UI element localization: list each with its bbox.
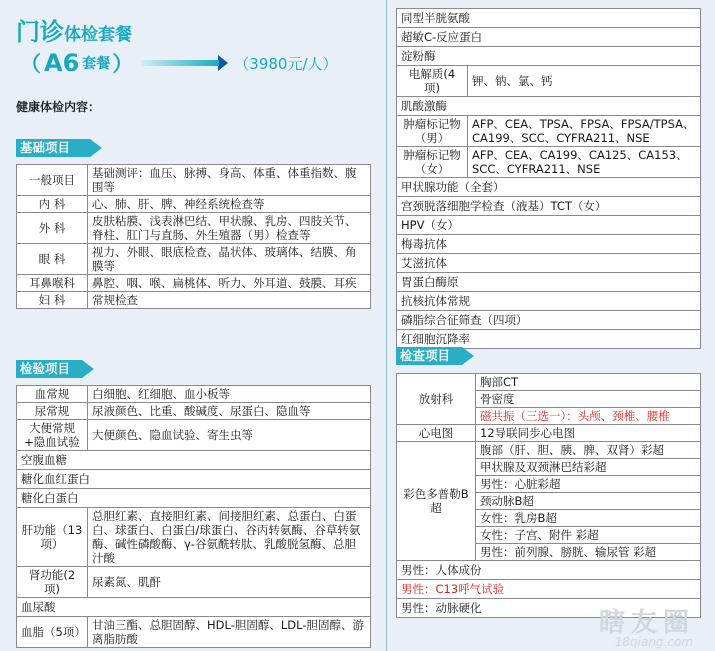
section-lab-label: 检验项目	[20, 361, 71, 376]
table-row	[397, 273, 701, 292]
ultrasound-item: 女性：子宫、附件 彩超	[476, 527, 701, 544]
arrow-bar	[141, 60, 219, 66]
table-row	[397, 561, 701, 580]
row-label: 梅毒抗体	[397, 235, 701, 254]
row-key: 内 科	[17, 196, 88, 213]
table-row	[17, 275, 371, 292]
row-value: 钾、钠、氯、钙	[468, 66, 701, 97]
paren-close: ）	[112, 52, 134, 76]
row-key: 血脂（5项）	[17, 617, 88, 648]
column-divider	[386, 0, 387, 651]
table-row	[397, 292, 701, 311]
row-label: 磷脂综合征筛查（四项）	[397, 311, 701, 330]
row-value: 鼻腔、咽、喉、扁桃体、听力、外耳道、鼓膜、耳疾	[88, 275, 371, 292]
section-exam	[396, 347, 462, 365]
row-label: 空腹血糖	[17, 451, 371, 470]
section-basic	[16, 139, 90, 157]
row-label: 同型半胱氨酸	[397, 9, 701, 28]
row-key: 肝功能（13项）	[17, 508, 88, 567]
section-basic-label: 基础项目	[20, 140, 71, 155]
row-key: 尿常规	[17, 403, 88, 420]
exam-table	[396, 373, 701, 618]
ultrasound-item: 腹部（肝、胆、胰、脾、双肾）彩超	[476, 442, 701, 459]
row-key: 肾功能(2项)	[17, 567, 88, 598]
section-lab	[16, 360, 82, 378]
content-label: 健康体检内容：	[16, 100, 101, 114]
table-row	[397, 374, 701, 391]
table-row	[397, 9, 701, 28]
title-main: 门诊	[16, 18, 64, 46]
radiology-item: 磁共振（三选一）：头颅、颈椎、腰椎	[476, 408, 701, 425]
ultrasound-item: 男性：前列腺、膀胱、输尿管 彩超	[476, 544, 701, 561]
row-key: 耳鼻喉科	[17, 275, 88, 292]
table-row	[397, 235, 701, 254]
row-label: 胃蛋白酶原	[397, 273, 701, 292]
ultrasound-item: 颈动脉B超	[476, 493, 701, 510]
section-exam-label: 检查项目	[400, 348, 451, 363]
ultrasound-item: 女性：乳房B超	[476, 510, 701, 527]
table-row	[397, 66, 701, 97]
right-lab-table	[396, 8, 701, 349]
row-value: 甘油三酯、总胆固醇、HDL-胆固醇、LDL-胆固醇、游离脂肪酸	[88, 617, 371, 648]
exam-full-row: 男性：C13呼气试验	[397, 580, 701, 599]
table-row	[17, 244, 371, 275]
table-row	[397, 254, 701, 273]
title-small: 体检套餐	[64, 25, 132, 45]
row-label: 糖化白蛋白	[17, 489, 371, 508]
row-value: 心、肺、肝、脾、神经系统检查等	[88, 196, 371, 213]
row-value: 常规检查	[88, 292, 371, 309]
ecg-label: 心电图	[397, 425, 476, 442]
row-label: 淀粉酶	[397, 47, 701, 66]
table-row	[17, 598, 371, 617]
row-value: 尿液颜色、比重、酸碱度、尿蛋白、隐血等	[88, 403, 371, 420]
row-label: 宫颈脱落细胞学检查（液基）TCT（女）	[397, 197, 701, 216]
package-line	[20, 48, 338, 78]
row-key: 肿瘤标记物（女）	[397, 147, 468, 178]
row-key: 眼 科	[17, 244, 88, 275]
table-row	[397, 442, 701, 459]
row-label: 抗核抗体常规	[397, 292, 701, 311]
row-key: 外 科	[17, 213, 88, 244]
row-value: 尿素氮、肌酐	[88, 567, 371, 598]
exam-full-row: 男性：人体成份	[397, 561, 701, 580]
ultrasound-item: 男性：心脏彩超	[476, 476, 701, 493]
table-row	[17, 196, 371, 213]
table-row	[17, 470, 371, 489]
table-row	[17, 213, 371, 244]
radiology-item: 骨密度	[476, 391, 701, 408]
ultrasound-label: 彩色多普勒B超	[397, 442, 476, 561]
table-row	[17, 292, 371, 309]
table-row	[17, 508, 371, 567]
row-label: 肌酸激酶	[397, 97, 701, 116]
row-label: 糖化血红蛋白	[17, 470, 371, 489]
row-value: 基础测评：血压、脉搏、身高、体重、体重指数、腹围等	[88, 165, 371, 196]
package-code: A6	[44, 49, 80, 77]
row-key: 妇 科	[17, 292, 88, 309]
row-label: 血尿酸	[17, 598, 371, 617]
row-label: 红细胞沉降率	[397, 330, 701, 349]
lab-table	[16, 385, 371, 648]
table-row	[17, 403, 371, 420]
table-row	[17, 451, 371, 470]
table-row	[17, 386, 371, 403]
row-value: 总胆红素、直接胆红素、间接胆红素、总蛋白、白蛋白、球蛋白、白蛋白/球蛋白、谷丙转氨酶、谷草转氨酶、碱性磷酸酶、γ-谷氨酰转肽、乳酸脱氢酶、总胆汁酸	[88, 508, 371, 567]
watermark-text: 瞎友圈	[598, 608, 695, 638]
table-row	[17, 489, 371, 508]
row-value: 大便颜色、隐血试验、寄生虫等	[88, 420, 371, 451]
ultrasound-item: 甲状腺及双颈淋巴结彩超	[476, 459, 701, 476]
table-row	[397, 97, 701, 116]
table-row	[17, 165, 371, 196]
row-value: 皮肤粘膜、浅表淋巴结、甲状腺、乳房、四肢关节、脊柱、肛门与直肠、外生殖器（男）检查等	[88, 213, 371, 244]
package-price: （3980元/人）	[234, 54, 338, 73]
row-label: 甲状腺功能（全套）	[397, 178, 701, 197]
row-value: AFP、CEA、TPSA、FPSA、FPSA/TPSA、CA199、SCC、CYFRA211、NSE	[468, 116, 701, 147]
watermark-url: 18qiang.com	[614, 635, 693, 649]
row-key: 肿瘤标记物（男）	[397, 116, 468, 147]
table-row	[17, 420, 371, 451]
table-row	[397, 197, 701, 216]
exam-full-row: 男性：动脉硬化	[397, 599, 701, 618]
page-title	[16, 12, 132, 47]
paren-open: （	[20, 52, 41, 76]
table-row	[17, 617, 371, 648]
row-label: 超敏C-反应蛋白	[397, 28, 701, 47]
row-key: 电解质(4项)	[397, 66, 468, 97]
table-row	[397, 580, 701, 599]
radiology-item: 胸部CT	[476, 374, 701, 391]
row-value: AFP、CEA、CA199、CA125、CA153、SCC、CYFRA211、NSE	[468, 147, 701, 178]
table-row	[397, 28, 701, 47]
table-row	[397, 147, 701, 178]
row-key: 大便常规+隐血试验	[17, 420, 88, 451]
table-row	[397, 311, 701, 330]
table-row	[397, 330, 701, 349]
package-suffix: 套餐	[82, 56, 111, 72]
table-row	[397, 178, 701, 197]
row-value: 视力、外眼、眼底检查、晶状体、玻璃体、结膜、角膜等	[88, 244, 371, 275]
row-label: 艾滋抗体	[397, 254, 701, 273]
table-row	[17, 567, 371, 598]
radiology-label: 放射科	[397, 374, 476, 425]
table-row	[397, 116, 701, 147]
table-row	[397, 216, 701, 235]
table-row	[397, 425, 701, 442]
basic-table	[16, 164, 371, 309]
row-key: 一般项目	[17, 165, 88, 196]
ecg-value: 12导联同步心电图	[476, 425, 701, 442]
row-label: HPV（女）	[397, 216, 701, 235]
row-key: 血常规	[17, 386, 88, 403]
row-value: 白细胞、红细胞、血小板等	[88, 386, 371, 403]
table-row	[397, 47, 701, 66]
arrow-head-icon	[218, 55, 228, 71]
